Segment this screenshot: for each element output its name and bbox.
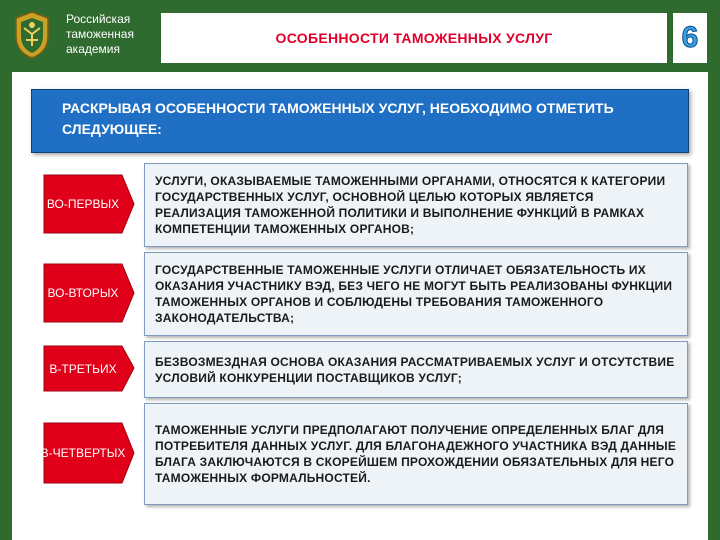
point-text-1: УСЛУГИ, ОКАЗЫВАЕМЫЕ ТАМОЖЕННЫМИ ОРГАНАМИ, ОТНОСЯТСЯ К КАТЕГОРИИ ГОСУДАРСТВЕННЫХ УСЛУГ, ОСНОВНОЙ ЦЕЛЬЮ КОТОРЫХ ЯВЛЯЕТСЯ РЕАЛИЗАЦИЯ ТАМОЖЕННОЙ ПОЛИТИКИ И ВЫПОЛНЕНИЕ ФУНКЦИЙ В РАМКАХ КОМПЕТЕНЦИИ ТАМОЖЕННЫХ ОРГАНОВ; <box>155 174 666 236</box>
point-text-3: БЕЗВОЗМЕЗДНАЯ ОСНОВА ОКАЗАНИЯ РАССМАТРИВАЕМЫХ УСЛУГ И ОТСУТСТВИЕ УСЛОВИЙ КОНКУРЕНЦИИ ПОСТАВЩИКОВ УСЛУГ; <box>155 354 675 385</box>
intro-banner <box>31 89 689 153</box>
slide-number: 6 <box>681 21 699 54</box>
point-label-2: ВО-ВТОРЫХ <box>47 286 119 300</box>
page-title: ОСОБЕННОСТИ ТАМОЖЕННЫХ УСЛУГ <box>275 30 553 46</box>
point-text-2: ГОСУДАРСТВЕННЫЕ ТАМОЖЕННЫЕ УСЛУГИ ОТЛИЧАЕТ ОБЯЗАТЕЛЬНОСТЬ ИХ ОКАЗАНИЯ УЧАСТНИКУ ВЭД, БЕЗ ЧЕГО НЕ МОГУТ БЫТЬ РЕАЛИЗОВАНЫ ФУНКЦИИ ТАМОЖЕННЫХ ОРГАНОВ И СОБЛЮДЕНЫ ТРЕБОВАНИЯ ТАМОЖЕННОГО ЗАКОНОДАТЕЛЬСТВА; <box>155 263 673 325</box>
academy-line-3: академия <box>66 42 120 56</box>
slide-number-box <box>672 12 708 64</box>
academy-emblem-icon <box>8 8 56 62</box>
point-arrow-4 <box>38 403 138 503</box>
point-label-1: ВО-ПЕРВЫХ <box>46 197 120 211</box>
left-border-bar <box>0 72 12 540</box>
point-arrow-2 <box>38 252 138 334</box>
right-border-bar <box>708 72 720 540</box>
academy-line-2: таможенная <box>66 27 134 41</box>
point-label-3: В-ТРЕТЬИХ <box>49 361 117 376</box>
page-title-box <box>160 12 668 64</box>
point-card-2 <box>144 252 688 336</box>
point-card-1 <box>144 163 688 247</box>
header-bar <box>0 0 720 72</box>
point-text-4: ТАМОЖЕННЫЕ УСЛУГИ ПРЕДПОЛАГАЮТ ПОЛУЧЕНИЕ ОПРЕДЕЛЕННЫХ БЛАГ ДЛЯ ПОТРЕБИТЕЛЯ ДАННЫХ УСЛУГ. ДЛЯ БЛАГОНАДЕЖНОГО УЧАСТНИКА ВЭД ДАННЫЕ БЛАГА ЗАКЛЮЧАЮТСЯ В СКОРЕЙШЕМ ПРОХОЖДЕНИИ ОБЯЗАТЕЛЬНЫХ ДЛЯ НЕГО ТАМОЖЕННЫХ ФОРМАЛЬНОСТЕЙ. <box>155 423 677 485</box>
point-arrow-1 <box>38 163 138 245</box>
academy-name <box>66 12 156 57</box>
point-label-4: В-ЧЕТВЕРТЫХ <box>40 446 126 460</box>
intro-text: РАСКРЫВАЯ ОСОБЕННОСТИ ТАМОЖЕННЫХ УСЛУГ, НЕОБХОДИМО ОТМЕТИТЬ СЛЕДУЮЩЕЕ: <box>62 100 614 137</box>
academy-line-1: Российская <box>66 12 131 26</box>
point-card-3 <box>144 341 688 398</box>
point-card-4 <box>144 403 688 505</box>
point-arrow-3 <box>38 341 138 396</box>
